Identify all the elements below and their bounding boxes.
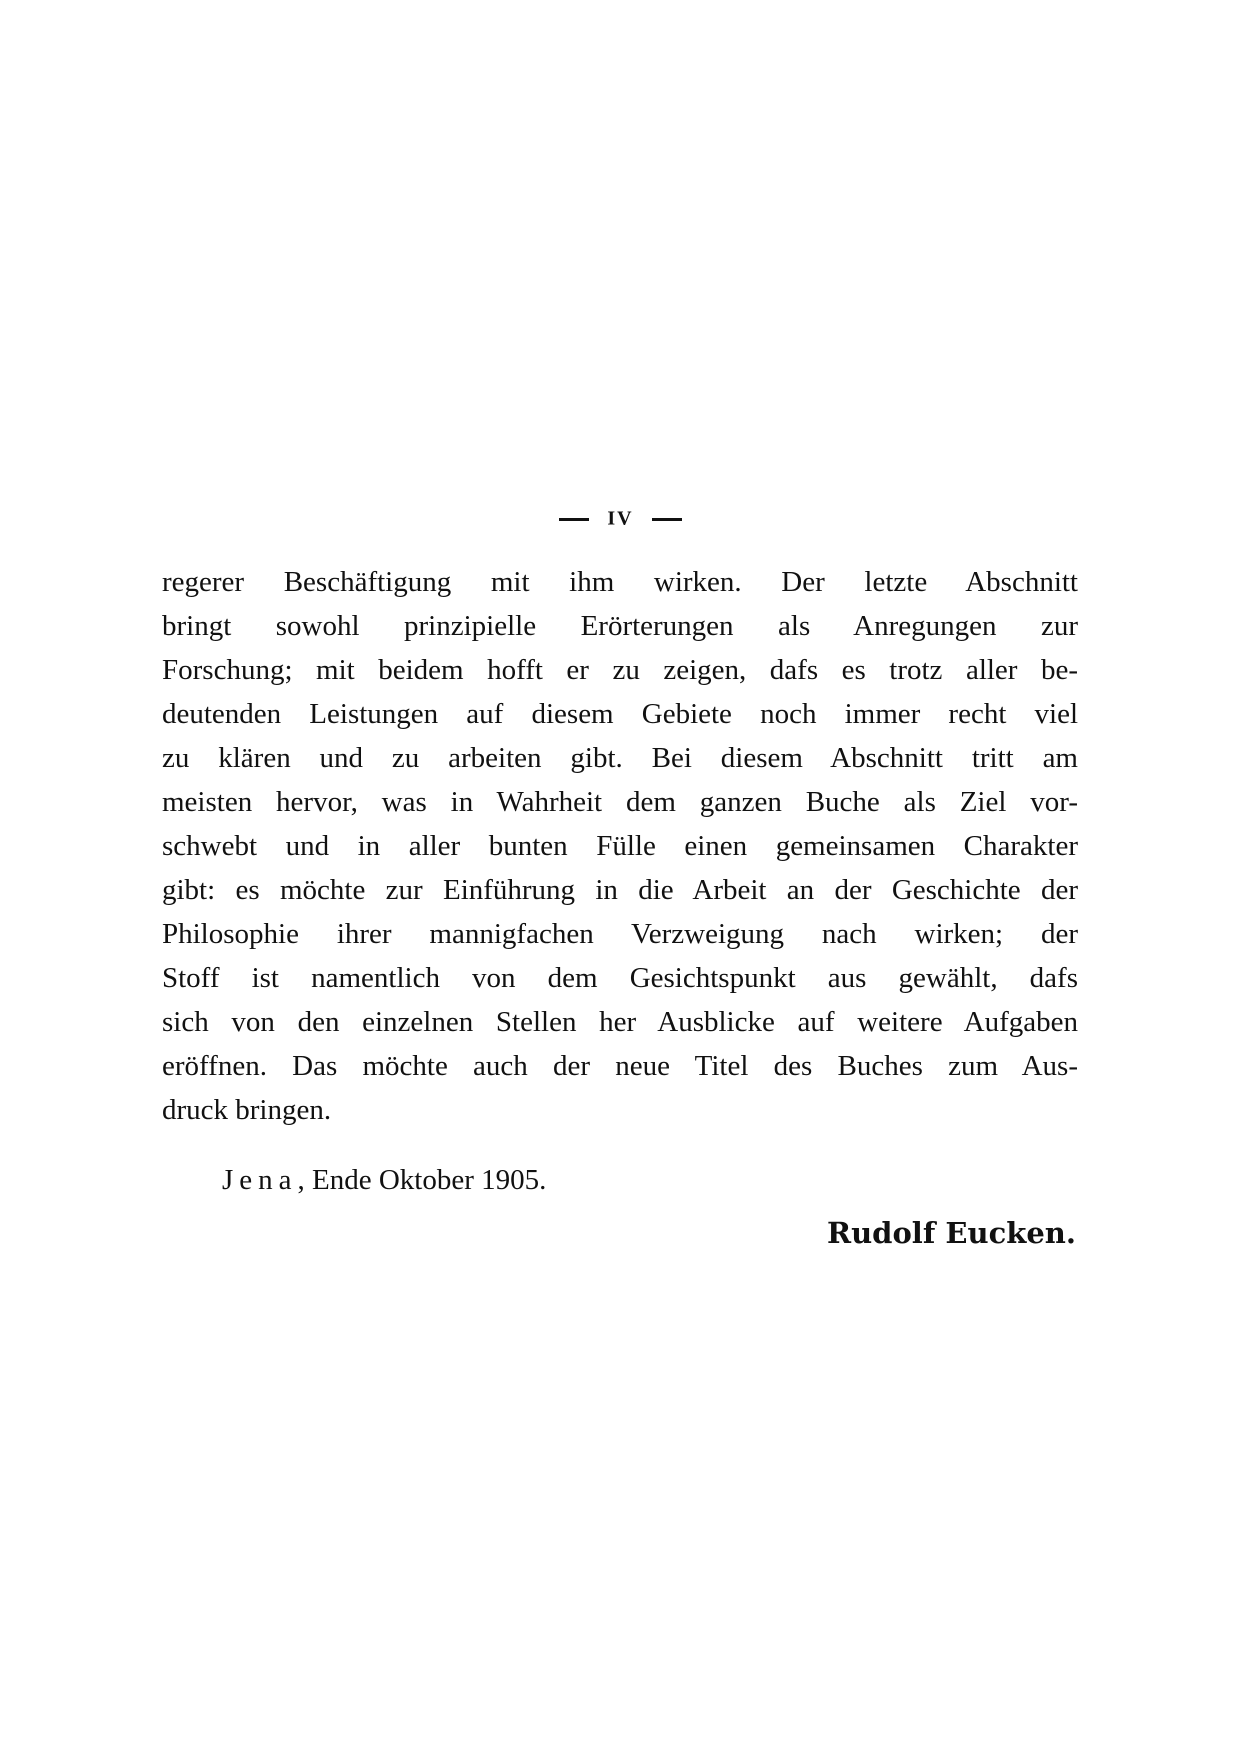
dateline (222, 1158, 546, 1202)
text-line: deutenden Leistungen auf diesem Gebiete noch immer recht viel (162, 698, 1078, 730)
dash-right (652, 518, 682, 521)
text-line: Philosophie ihrer mannigfachen Verzweigung nach wirken; der (162, 918, 1078, 950)
signature: Rudolf Eucken. (827, 1216, 1076, 1250)
text-line: Forschung; mit beidem hofft er zu zeigen, dafs es trotz aller be- (162, 654, 1078, 686)
page-number (0, 502, 1241, 532)
text-line: zu klären und zu arbeiten gibt. Bei diesem Abschnitt tritt am (162, 742, 1078, 774)
text-line: regerer Beschäftigung mit ihm wirken. Der letzte Abschnitt (162, 566, 1078, 598)
page-number-text: IV (607, 507, 634, 530)
text-line: schwebt und in aller bunten Fülle einen gemeinsamen Charakter (162, 830, 1078, 862)
dateline-date: , Ende Oktober 1905. (297, 1164, 547, 1196)
text-line: eröffnen. Das möchte auch der neue Titel des Buches zum Aus- (162, 1050, 1078, 1082)
text-line: sich von den einzelnen Stellen her Ausblicke auf weitere Aufgaben (162, 1006, 1078, 1038)
dateline-place: Jena (222, 1164, 298, 1196)
body-paragraph (162, 560, 1078, 1132)
text-line: meisten hervor, was in Wahrheit dem ganzen Buche als Ziel vor- (162, 786, 1078, 818)
text-line: druck bringen. (162, 1094, 332, 1126)
dash-left (559, 518, 589, 521)
text-line: bringt sowohl prinzipielle Erörterungen als Anregungen zur (162, 610, 1078, 642)
text-line: gibt: es möchte zur Einführung in die Arbeit an der Geschichte der (162, 874, 1078, 906)
text-line: Stoff ist namentlich von dem Gesichtspunkt aus gewählt, dafs (162, 962, 1078, 994)
